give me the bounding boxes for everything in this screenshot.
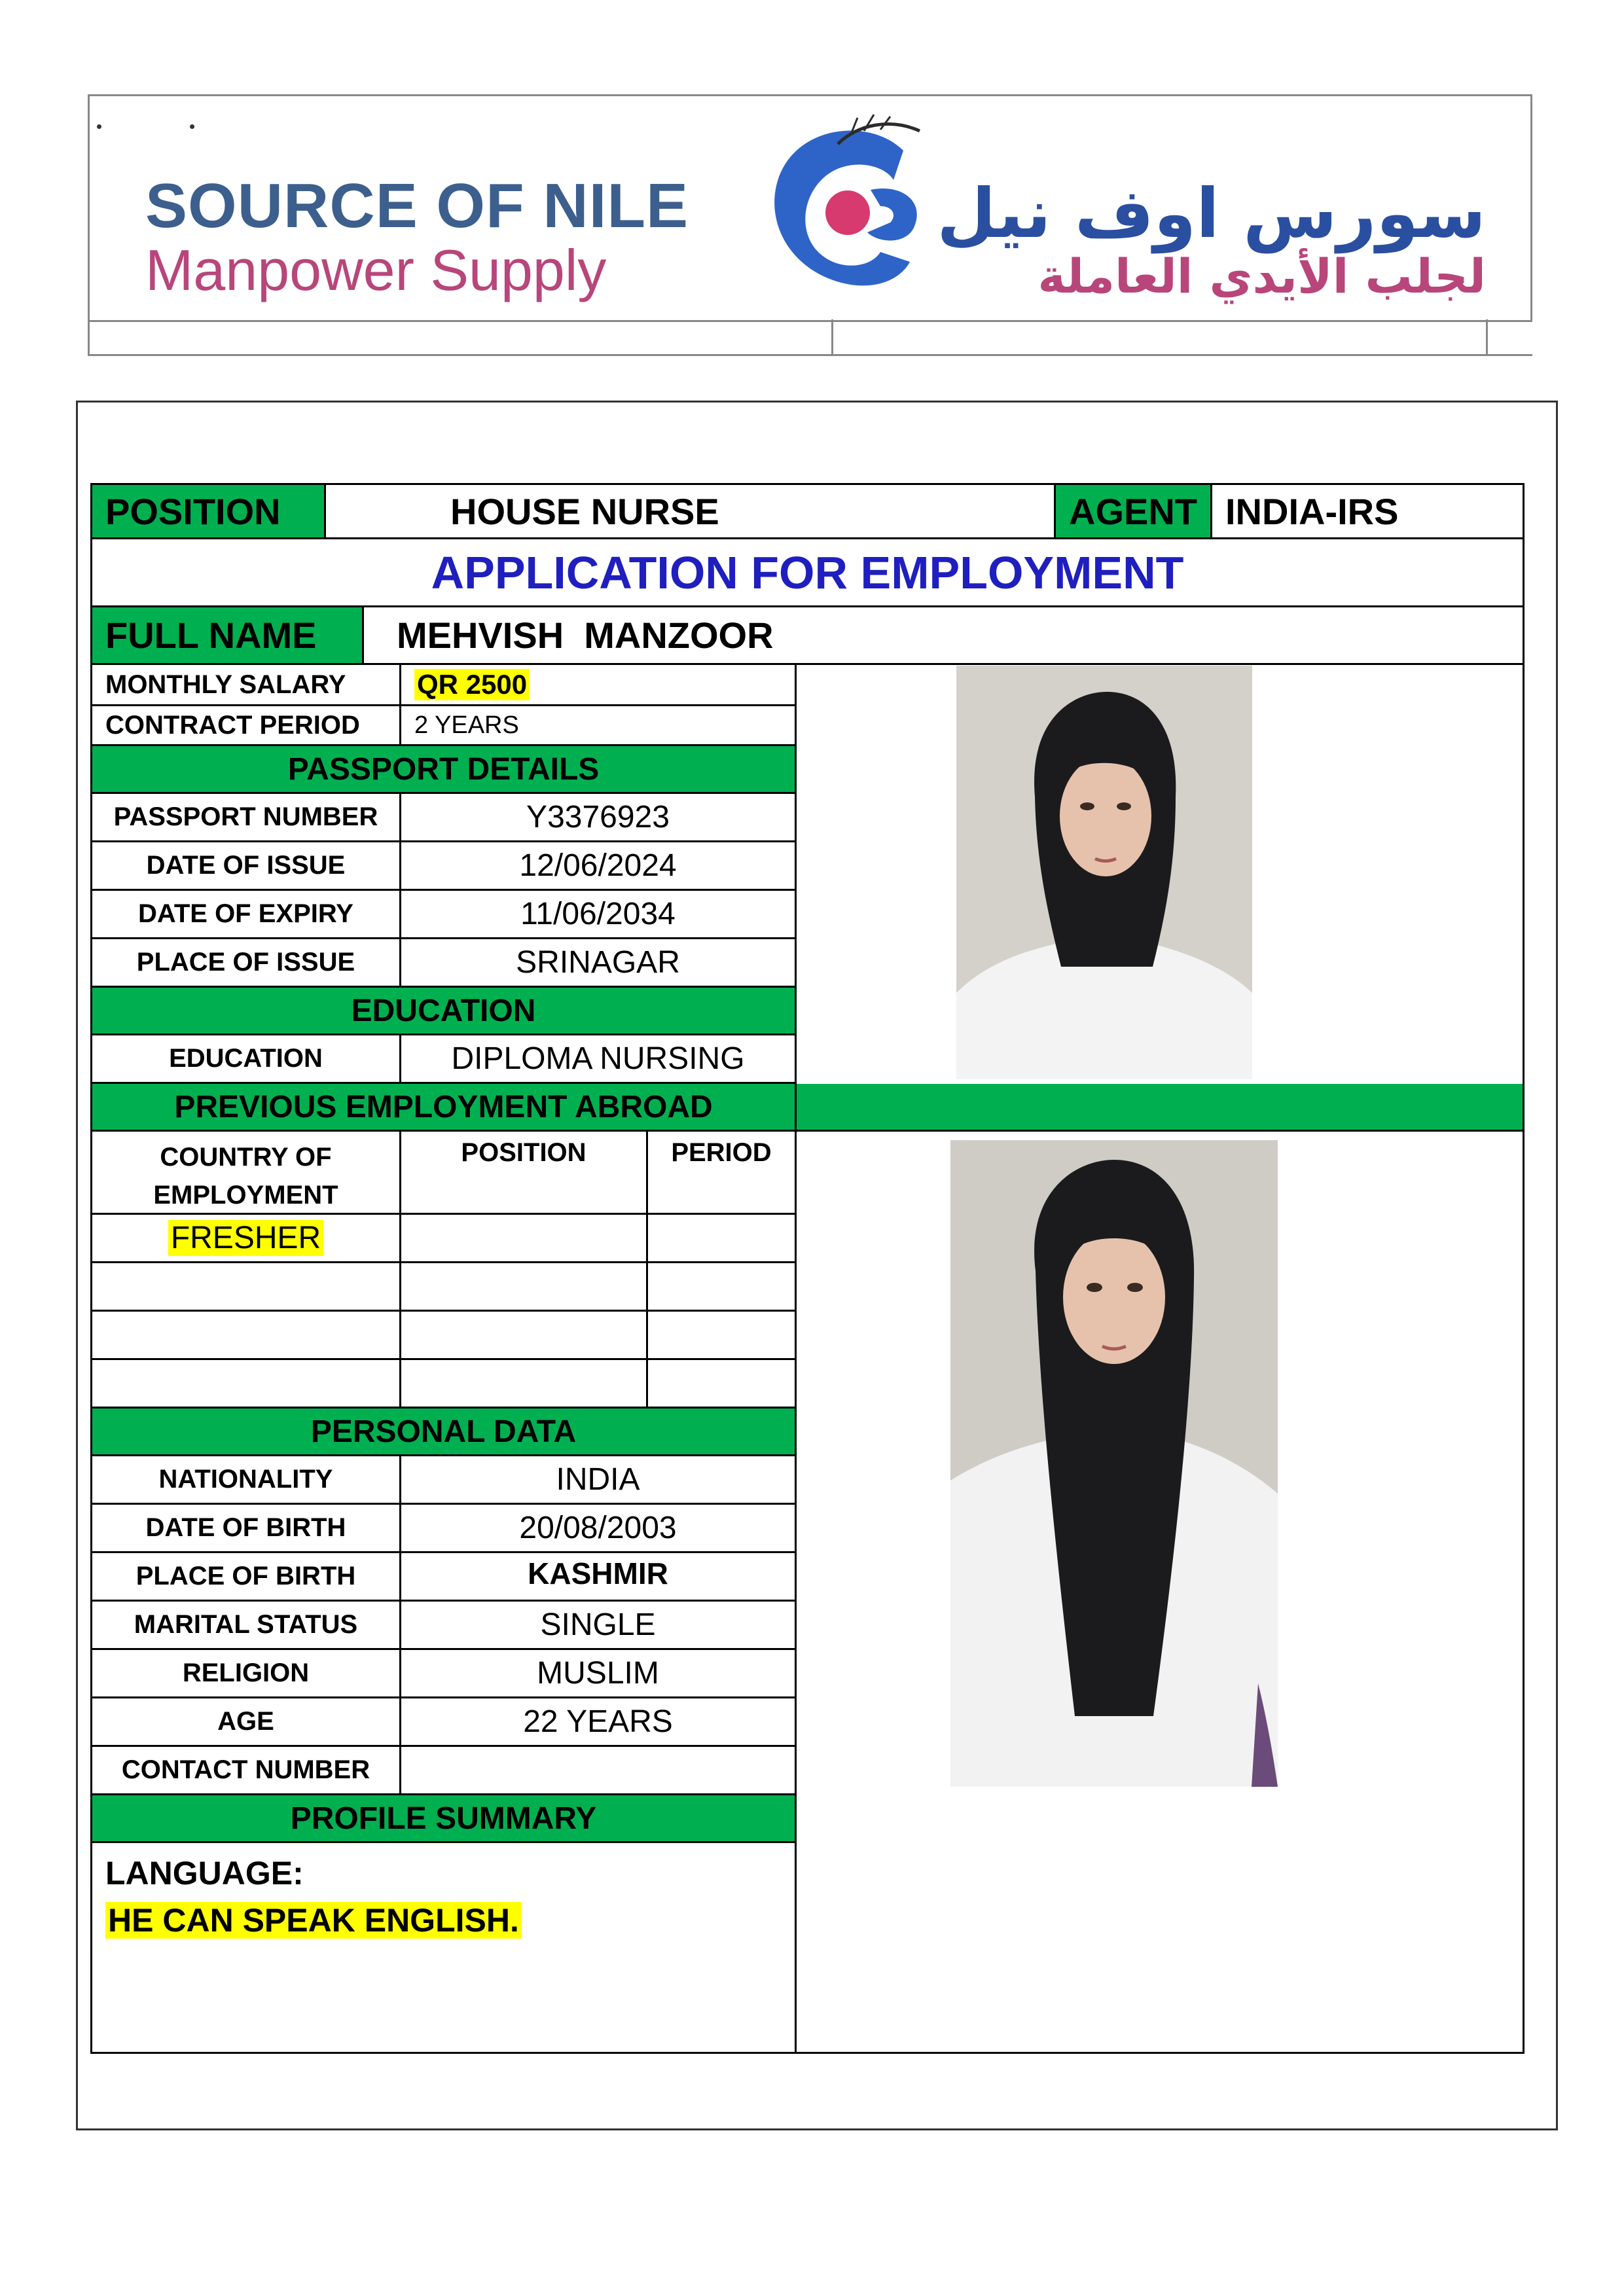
education-value: DIPLOMA NURSING — [399, 1033, 797, 1084]
table-row — [399, 1213, 648, 1263]
monthly-salary-label: MONTHLY SALARY — [90, 663, 401, 706]
table-row — [399, 1261, 648, 1312]
place-of-birth-value: KASHMIR — [399, 1551, 797, 1602]
position-column: POSITION — [399, 1130, 648, 1215]
previous-employment-heading: PREVIOUS EMPLOYMENT ABROAD — [90, 1082, 797, 1132]
table-row — [90, 1310, 401, 1360]
contact-number-value — [399, 1745, 797, 1795]
table-row: FRESHER — [90, 1213, 401, 1263]
agent-value: INDIA-IRS — [1210, 483, 1525, 539]
place-of-issue-value: SRINAGAR — [399, 937, 797, 988]
table-row — [646, 1213, 797, 1263]
table-row — [399, 1358, 648, 1408]
previous-employment-heading-extension — [795, 1082, 1525, 1132]
full-name-label: FULL NAME — [90, 605, 364, 665]
passport-number-label: PASSPORT NUMBER — [90, 792, 401, 842]
date-of-birth-label: DATE OF BIRTH — [90, 1503, 401, 1553]
date-of-birth-value: 20/08/2003 — [399, 1503, 797, 1553]
header-dot — [97, 124, 101, 129]
full-name-value: MEHVISH MANZOOR — [362, 605, 1525, 665]
place-of-birth-label: PLACE OF BIRTH — [90, 1551, 401, 1602]
age-label: AGE — [90, 1696, 401, 1747]
language-text: HE CAN SPEAK ENGLISH. — [105, 1897, 522, 1944]
place-of-issue-label: PLACE OF ISSUE — [90, 937, 401, 988]
company-tagline-english: Manpower Supply — [145, 238, 607, 302]
table-row — [399, 1310, 648, 1360]
age-value: 22 YEARS — [399, 1696, 797, 1747]
period-column: PERIOD — [646, 1130, 797, 1215]
date-of-issue-label: DATE OF ISSUE — [90, 840, 401, 891]
education-label: EDUCATION — [90, 1033, 401, 1084]
header-bottom-row — [88, 319, 1532, 356]
application-title: APPLICATION FOR EMPLOYMENT — [90, 537, 1525, 607]
religion-label: RELIGION — [90, 1648, 401, 1698]
table-row — [646, 1310, 797, 1360]
table-row — [646, 1358, 797, 1408]
header-dot — [190, 124, 194, 129]
position-value: HOUSE NURSE — [324, 483, 1056, 539]
applicant-photo-headshot — [956, 666, 1252, 1079]
table-row — [90, 1261, 401, 1312]
profile-summary-box — [90, 1841, 797, 2054]
source-of-nile-logo-icon — [740, 105, 949, 308]
date-of-issue-value: 12/06/2024 — [399, 840, 797, 891]
agent-label: AGENT — [1054, 483, 1212, 539]
profile-summary-heading: PROFILE SUMMARY — [90, 1793, 797, 1843]
contract-period-value: 2 YEARS — [399, 704, 797, 746]
position-label: POSITION — [90, 483, 326, 539]
nationality-value: INDIA — [399, 1454, 797, 1505]
nationality-label: NATIONALITY — [90, 1454, 401, 1505]
table-row — [646, 1261, 797, 1312]
date-of-expiry-label: DATE OF EXPIRY — [90, 889, 401, 939]
monthly-salary-value: QR 2500 — [399, 663, 797, 706]
language-label: LANGUAGE: — [105, 1855, 304, 1892]
education-heading: EDUCATION — [90, 986, 797, 1035]
applicant-photo-full — [950, 1140, 1278, 1787]
contact-number-label: CONTACT NUMBER — [90, 1745, 401, 1795]
marital-status-label: MARITAL STATUS — [90, 1600, 401, 1650]
table-row — [90, 1358, 401, 1408]
passport-details-heading: PASSPORT DETAILS — [90, 744, 797, 794]
personal-data-heading: PERSONAL DATA — [90, 1407, 797, 1456]
passport-number-value: Y3376923 — [399, 792, 797, 842]
country-of-employment-column: COUNTRY OF EMPLOYMENT — [90, 1130, 401, 1215]
company-tagline-arabic: لجلب الأيدي العاملة — [1038, 249, 1486, 304]
contract-period-label: CONTRACT PERIOD — [90, 704, 401, 746]
marital-status-value: SINGLE — [399, 1600, 797, 1650]
company-name-english: SOURCE OF NILE — [145, 171, 689, 241]
religion-value: MUSLIM — [399, 1648, 797, 1698]
date-of-expiry-value: 11/06/2034 — [399, 889, 797, 939]
company-name-arabic: سورس اوف نيل — [937, 173, 1486, 253]
